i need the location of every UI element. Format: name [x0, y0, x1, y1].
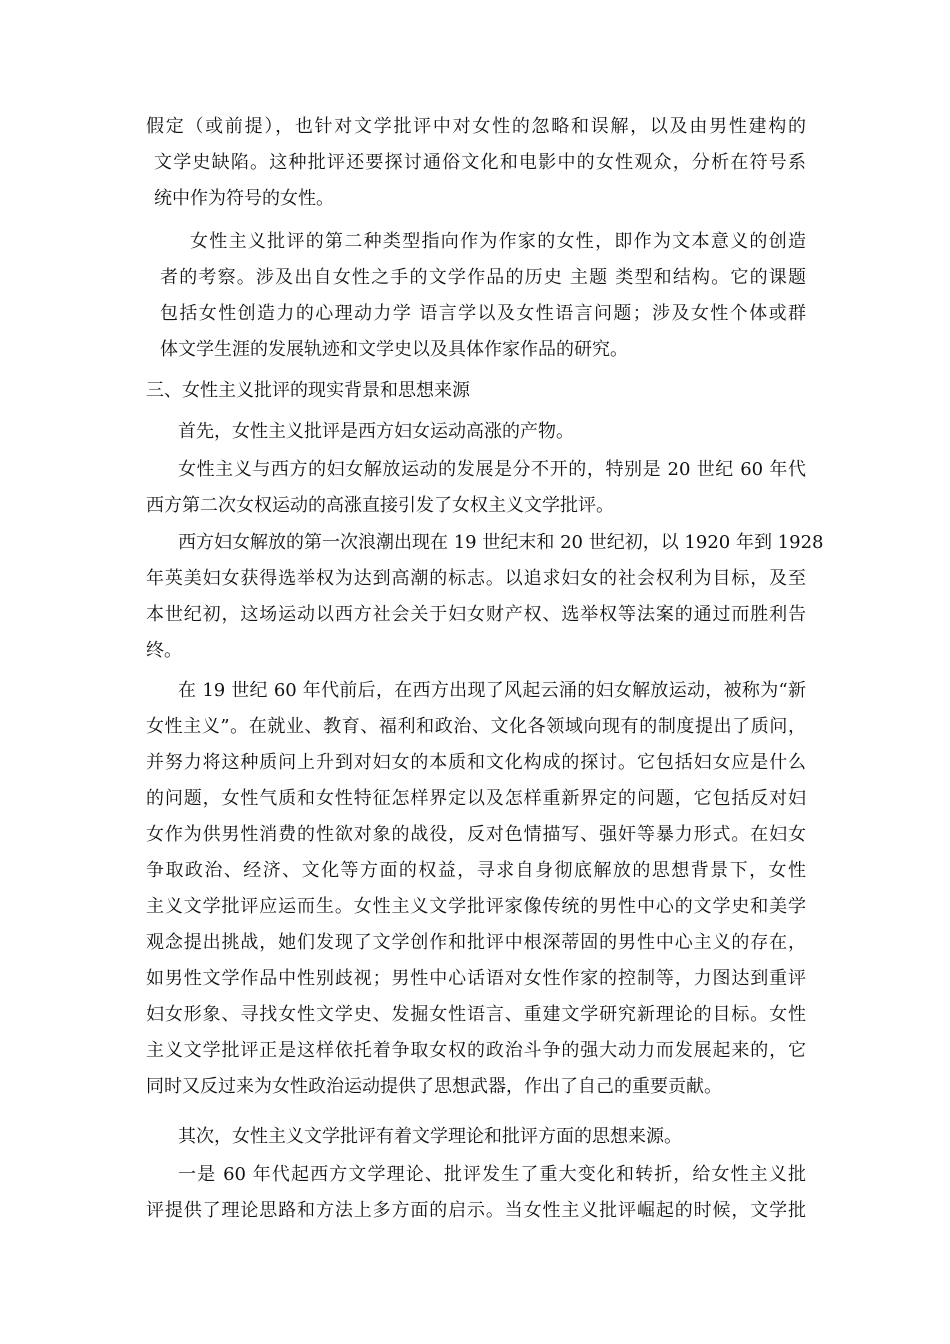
- text-line: 争取政治、经济、文化等方面的权益，寻求自身彻底解放的思想背景下，女性: [146, 860, 806, 881]
- text-line: 西方妇女解放的第一次浪潮出现在 19 世纪末和 20 世纪初，以 1920 年到 1928: [178, 532, 824, 553]
- text-line: 西方第二次女权运动的高涨直接引发了女权主义文学批评。: [146, 495, 614, 516]
- paragraph-1: [146, 109, 806, 217]
- text-line: 本世纪初，这场运动以西方社会关于妇女财产权、选举权等法案的通过而胜利告: [146, 604, 806, 625]
- paragraph-6: [146, 673, 806, 1105]
- text-line: 女性主义”。在就业、教育、福利和政治、文化各领域向现有的制度提出了质问，: [146, 716, 806, 737]
- text-line: 文学史缺陷。这种批评还要探讨通俗文化和电影中的女性观众，分析在符号系: [154, 152, 806, 173]
- text-line: 女作为供男性消费的性欲对象的战役，反对色情描写、强奸等暴力形式。在妇女: [146, 824, 806, 845]
- paragraph-7: [146, 1119, 806, 1155]
- text-line: 的问题，女性气质和女性特征怎样界定以及怎样重新界定的问题，它包括反对妇: [146, 788, 806, 809]
- paragraph-2: [146, 224, 806, 368]
- paragraph-5: [146, 525, 824, 669]
- text-line: 一是 60 年代起西方文学理论、批评发生了重大变化和转折，给女性主义批: [178, 1164, 806, 1185]
- text-line: 如男性文学作品中性别歧视；男性中心话语对女性作家的控制等，力图达到重评: [146, 968, 806, 989]
- text-line: 统中作为符号的女性。: [154, 188, 334, 209]
- text-line: 评提供了理论思路和方法上多方面的启示。当女性主义批评崛起的时候，文学批: [146, 1200, 806, 1221]
- paragraph-8: [146, 1157, 806, 1229]
- text-line: 同时又反过来为女性政治运动提供了思想武器，作出了自己的重要贡献。: [146, 1076, 722, 1097]
- text-line: 女性主义与西方的妇女解放运动的发展是分不开的，特别是 20 世纪 60 年代: [178, 459, 806, 480]
- paragraph-3: [146, 414, 806, 450]
- text-line: 首先，女性主义批评是西方妇女运动高涨的产物。: [178, 421, 574, 442]
- text-line: 主义文学批评正是这样依托着争取女权的政治斗争的强大动力而发展起来的，它: [146, 1040, 806, 1061]
- heading-text: 三、女性主义批评的现实背景和思想来源: [146, 380, 470, 401]
- text-line: 终。: [146, 640, 182, 661]
- text-line: 包括女性创造力的心理动力学 语言学以及女性语言问题；涉及女性个体或群: [160, 303, 806, 324]
- text-line: 者的考察。涉及出自女性之手的文学作品的历史 主题 类型和结构。它的课题: [160, 267, 806, 288]
- text-line: 女性主义批评的第二种类型指向作为作家的女性，即作为文本意义的创造: [190, 231, 806, 252]
- text-line: 观念提出挑战，她们发现了文学创作和批评中根深蒂固的男性中心主义的存在，: [146, 932, 806, 953]
- text-line: 其次，女性主义文学批评有着文学理论和批评方面的思想来源。: [178, 1126, 682, 1147]
- text-line: 并努力将这种质问上升到对妇女的本质和文化构成的探讨。它包括妇女应是什么: [146, 752, 806, 773]
- text-line: 体文学生涯的发展轨迹和文学史以及具体作家作品的研究。: [160, 339, 628, 360]
- text-line: 在 19 世纪 60 年代前后，在西方出现了风起云涌的妇女解放运动，被称为“新: [178, 680, 806, 701]
- text-line: 假定（或前提），也针对文学批评中对女性的忽略和误解，以及由男性建构的: [146, 116, 806, 137]
- text-line: 主义文学批评应运而生。女性主义文学批评家像传统的男性中心的文学史和美学: [146, 896, 806, 917]
- text-line: 妇女形象、寻找女性文学史、发掘女性语言、重建文学研究新理论的目标。女性: [146, 1004, 806, 1025]
- section-heading: [146, 373, 806, 409]
- paragraph-4: [146, 452, 806, 524]
- text-line: 年英美妇女获得选举权为达到高潮的标志。以追求妇女的社会权利为目标，及至: [146, 568, 806, 589]
